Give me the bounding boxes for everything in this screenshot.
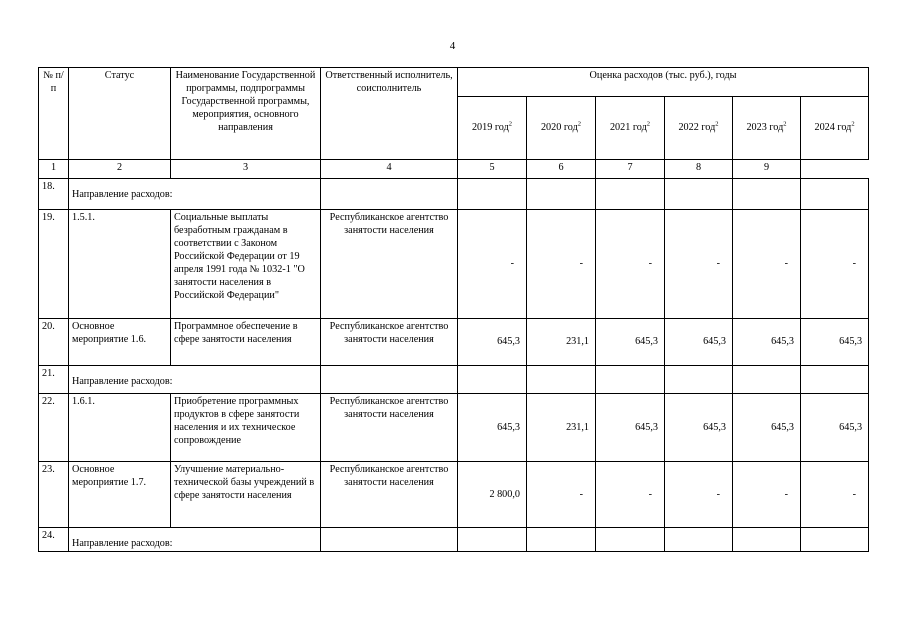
value-2020: - [527, 210, 596, 319]
row-number: 22. [39, 394, 69, 462]
row-status: 1.5.1. [69, 210, 171, 319]
header-year-2021: 2021 год$^2$ [596, 97, 665, 160]
row-status: 1.6.1. [69, 394, 171, 462]
col-num-8: 8 [665, 160, 733, 179]
header-year-2023: 2023 год$^2$ [733, 97, 801, 160]
empty-cell [596, 528, 665, 552]
empty-cell [321, 179, 458, 210]
empty-cell [733, 366, 801, 394]
row-name: Приобретение программных продуктов в сфере занятости населения и их техническое сопровождение [171, 394, 321, 462]
table-row [39, 462, 869, 528]
value-2021: 645,3 [596, 394, 665, 462]
row-number: 20. [39, 319, 69, 366]
value-2024: 645,3 [801, 394, 869, 462]
value-2023: - [733, 462, 801, 528]
table-row [39, 210, 869, 319]
direction-label: Направление расходов: [69, 528, 321, 552]
empty-cell [665, 366, 733, 394]
value-2023: 645,3 [733, 319, 801, 366]
header-year-2019: 2019 год$^2$ [458, 97, 527, 160]
row-number: 24. [39, 528, 69, 552]
row-executor: Республиканское агентство занятости населения [321, 319, 458, 366]
empty-cell [596, 179, 665, 210]
empty-cell [733, 528, 801, 552]
row-name: Улучшение материально-технической базы учреждений в сфере занятости населения [171, 462, 321, 528]
value-2023: - [733, 210, 801, 319]
empty-cell [321, 366, 458, 394]
header-no: № п/п [39, 68, 69, 160]
empty-cell [801, 179, 869, 210]
column-number-row [39, 160, 869, 179]
header-year-2024: 2024 год$^2$ [801, 97, 869, 160]
table-row [39, 394, 869, 462]
col-num-2: 2 [69, 160, 171, 179]
col-num-6: 6 [527, 160, 596, 179]
empty-cell [527, 179, 596, 210]
value-2023: 645,3 [733, 394, 801, 462]
empty-cell [665, 179, 733, 210]
table-row [39, 179, 869, 210]
value-2021: - [596, 210, 665, 319]
value-2020: - [527, 462, 596, 528]
empty-cell [527, 366, 596, 394]
header-year-2020: 2020 год$^2$ [527, 97, 596, 160]
value-2021: - [596, 462, 665, 528]
table-row [39, 528, 869, 552]
header-row [39, 68, 869, 97]
value-2021: 645,3 [596, 319, 665, 366]
value-2019: 645,3 [458, 394, 527, 462]
value-2020: 231,1 [527, 394, 596, 462]
row-number: 23. [39, 462, 69, 528]
col-num-7: 7 [596, 160, 665, 179]
table-row [39, 319, 869, 366]
empty-cell [801, 528, 869, 552]
header-executor: Ответственный исполнитель, соисполнитель [321, 68, 458, 160]
col-num-5: 5 [458, 160, 527, 179]
value-2024: - [801, 462, 869, 528]
empty-cell [458, 366, 527, 394]
value-2019: - [458, 210, 527, 319]
direction-label: Направление расходов: [69, 179, 321, 210]
empty-cell [801, 366, 869, 394]
value-2024: - [801, 210, 869, 319]
row-status: Основное мероприятие 1.7. [69, 462, 171, 528]
col-num-4: 4 [321, 160, 458, 179]
row-executor: Республиканское агентство занятости населения [321, 462, 458, 528]
row-number: 18. [39, 179, 69, 210]
value-2022: 645,3 [665, 394, 733, 462]
row-number: 19. [39, 210, 69, 319]
value-2022: - [665, 462, 733, 528]
value-2024: 645,3 [801, 319, 869, 366]
empty-cell [733, 179, 801, 210]
empty-cell [321, 528, 458, 552]
direction-label: Направление расходов: [69, 366, 321, 394]
page-number: 4 [449, 40, 456, 52]
row-name: Программное обеспечение в сфере занятости населения [171, 319, 321, 366]
col-num-1: 1 [39, 160, 69, 179]
table-row [39, 366, 869, 394]
value-2019: 2 800,0 [458, 462, 527, 528]
row-status: Основное мероприятие 1.6. [69, 319, 171, 366]
row-executor: Республиканское агентство занятости населения [321, 210, 458, 319]
empty-cell [596, 366, 665, 394]
header-status: Статус [69, 68, 171, 160]
value-2022: - [665, 210, 733, 319]
header-year-2022: 2022 год$^2$ [665, 97, 733, 160]
value-2022: 645,3 [665, 319, 733, 366]
col-num-9: 9 [733, 160, 801, 179]
row-number: 21. [39, 366, 69, 394]
empty-cell [527, 528, 596, 552]
value-2019: 645,3 [458, 319, 527, 366]
row-executor: Республиканское агентство занятости населения [321, 394, 458, 462]
header-estimate: Оценка расходов (тыс. руб.), годы [458, 68, 869, 97]
empty-cell [665, 528, 733, 552]
row-name: Социальные выплаты безработным гражданам в соответствии с Законом Российской Федерации от 19 апреля 1991 года № 1032-1 "О занятости населения в Российской Федерации" [171, 210, 321, 319]
empty-cell [458, 528, 527, 552]
col-num-3: 3 [171, 160, 321, 179]
header-name: Наименование Государственной программы, подпрограммы Государственной программы, мероприятия, основного направления [171, 68, 321, 160]
value-2020: 231,1 [527, 319, 596, 366]
empty-cell [458, 179, 527, 210]
budget-table [38, 67, 869, 552]
